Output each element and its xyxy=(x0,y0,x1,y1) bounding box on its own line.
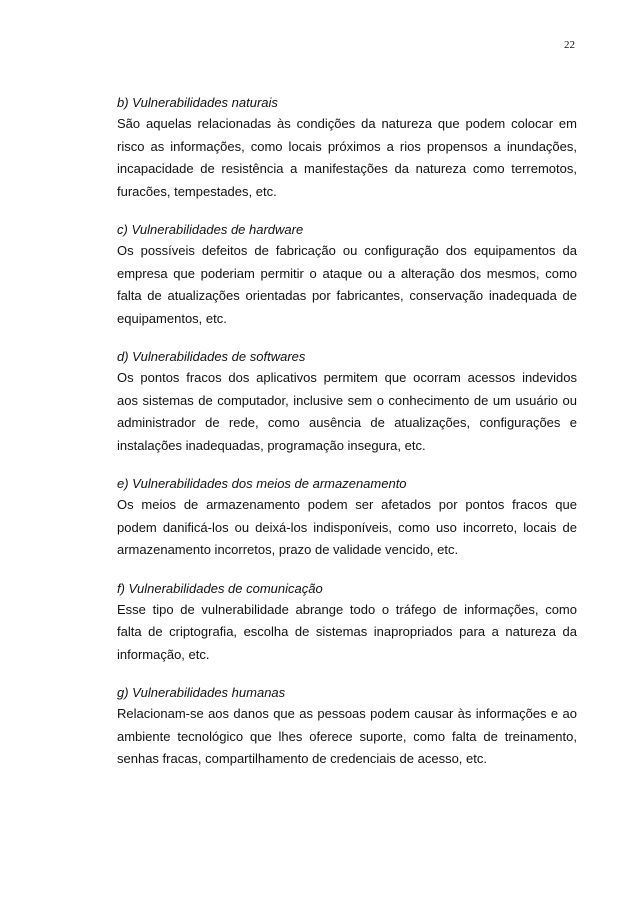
paragraph-line: equipamentos, etc. xyxy=(117,310,227,326)
section-storage-vulnerabilities xyxy=(117,473,577,562)
paragraph-line: aos sistemas de computador, inclusive sem o conhecimento de um usuário ou xyxy=(117,392,577,408)
document-body xyxy=(117,92,577,787)
paragraph-line: incapacidade de resistência a manifestações da natureza como terremotos, xyxy=(117,161,577,176)
section-heading: g) Vulnerabilidades humanas xyxy=(117,685,286,700)
page-number: 22 xyxy=(564,39,575,51)
paragraph-line: falta de criptografia, escolha de sistemas inapropriados para a natureza da xyxy=(117,624,577,639)
paragraph-line: podem danificá-los ou deixá-los indisponíveis, como uso incorreto, locais de xyxy=(117,519,577,535)
section-software-vulnerabilities xyxy=(117,346,577,457)
paragraph-line: ambiente tecnológico que lhes oferece suporte, como falta de treinamento, xyxy=(117,728,577,744)
section-heading: d) Vulnerabilidades de softwares xyxy=(117,349,306,364)
paragraph-line: administrador de rede, como ausência de atualizações, configurações e xyxy=(117,415,577,430)
section-heading: b) Vulnerabilidades naturais xyxy=(117,95,278,110)
paragraph-line: Esse tipo de vulnerabilidade abrange todo o tráfego de informações, como xyxy=(117,601,577,617)
paragraph-line: Os meios de armazenamento podem ser afetados por pontos fracos que xyxy=(117,497,577,512)
paragraph-line: informação, etc. xyxy=(117,646,210,662)
paragraph-line: Relacionam-se aos danos que as pessoas podem causar às informações e ao xyxy=(117,706,577,721)
section-natural-vulnerabilities xyxy=(117,92,577,203)
paragraph-line: Os possíveis defeitos de fabricação ou configuração dos equipamentos da xyxy=(117,243,577,258)
paragraph-line: armazenamento incorretos, prazo de validade vencido, etc. xyxy=(117,542,459,557)
section-heading: e) Vulnerabilidades dos meios de armazenamento xyxy=(117,476,407,491)
section-human-vulnerabilities xyxy=(117,682,577,771)
section-hardware-vulnerabilities xyxy=(117,219,577,330)
paragraph-line: Os pontos fracos dos aplicativos permitem que ocorram acessos indevidos xyxy=(117,370,577,385)
section-communication-vulnerabilities xyxy=(117,578,577,667)
paragraph-line: risco as informações, como locais próximos a rios propensos a inundações, xyxy=(117,138,577,154)
paragraph-line: instalações inadequadas, programação insegura, etc. xyxy=(117,437,426,453)
paragraph-line: furacões, tempestades, etc. xyxy=(117,183,277,199)
paragraph-line: senhas fracas, compartilhamento de credenciais de acesso, etc. xyxy=(117,751,487,766)
paragraph-line: empresa que poderiam permitir o ataque ou a alteração dos mesmos, como xyxy=(117,265,577,281)
paragraph-line: falta de atualizações orientadas por fabricantes, conservação inadequada de xyxy=(117,288,577,303)
section-heading: f) Vulnerabilidades de comunicação xyxy=(117,580,323,596)
paragraph-line: São aquelas relacionadas às condições da natureza que podem colocar em xyxy=(117,116,577,131)
section-heading: c) Vulnerabilidades de hardware xyxy=(117,222,304,237)
